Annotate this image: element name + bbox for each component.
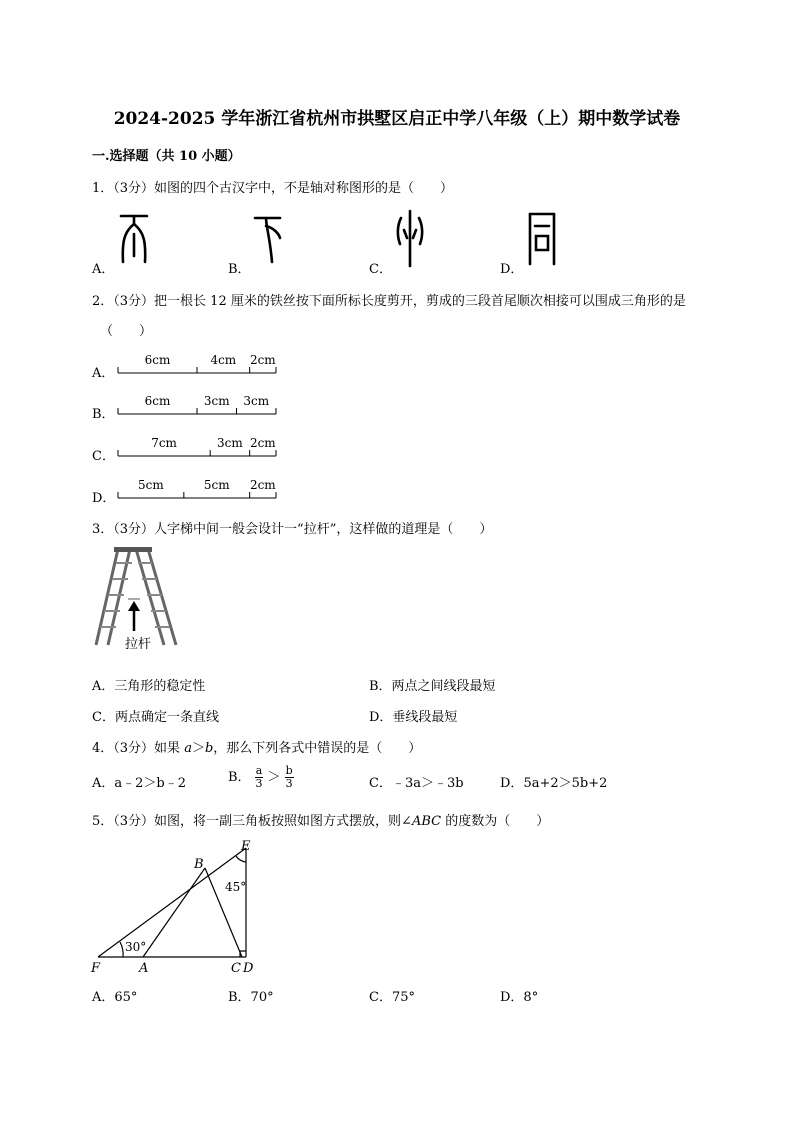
q3-ladder-figure (92, 545, 182, 653)
q5-option-b: B．70° (228, 990, 274, 1005)
q5-triangle-figure (88, 834, 268, 976)
q4-option-d: D．5a+2＞5b+2 (500, 776, 608, 791)
q1-glyph-a (118, 210, 150, 270)
q2-segment-label: 2cm (249, 436, 276, 450)
q4-option-b: B． $\frac{a}{3}$ ＞ $\frac{b}{3}$ (228, 764, 293, 790)
q5-option-d: D．8° (500, 990, 539, 1005)
q3-option-d: D．垂线段最短 (369, 710, 458, 725)
q2-segment-label: 6cm (144, 353, 171, 367)
q3-text: 3．（3分）人字梯中间一般会设计一“拉杆”，这样做的道理是（ ） (92, 522, 493, 537)
q2-segment-label: 5cm (203, 478, 230, 492)
q4-option-c: C．﹣3a＞﹣3b (369, 776, 464, 791)
q3-option-a: A．三角形的稳定性 (92, 679, 206, 694)
q5-label-f: F (91, 961, 101, 976)
q1-glyph-b (252, 212, 284, 270)
q5-label-d: D (243, 961, 254, 976)
q1-glyph-d (525, 210, 559, 270)
q1-option-c-label: C． (369, 262, 392, 277)
q3-option-b: B．两点之间线段最短 (369, 679, 496, 694)
q5-angle-45: 45° (225, 880, 247, 894)
q5-option-a: A．65° (92, 990, 138, 1005)
q5-label-c: C (231, 961, 241, 976)
q2-option-b-label: B． (92, 407, 115, 422)
q2-segment-label: 2cm (249, 478, 276, 492)
q1-option-b-label: B． (228, 262, 251, 277)
q5-label-a: A (139, 961, 149, 976)
q1-option-a-label: A． (92, 262, 115, 277)
q5-label-e: E (241, 839, 251, 854)
q5-label-b: B (194, 857, 204, 872)
q5-text: 5．（3分）如图，将一副三角板按照如图方式摆放，则∠ABC 的度数为（ ） (92, 814, 550, 829)
q2-segment-label: 4cm (210, 353, 237, 367)
q2-text: 2．（3分）把一根长 12 厘米的铁丝按下面所标长度剪开，剪成的三段首尾顺次相接可以围成三角形的是 (92, 294, 686, 309)
section-heading: 一.选择题（共 10 小题） (92, 149, 241, 164)
q2-segment-label: 6cm (144, 394, 171, 408)
q1-text: 1．（3分）如图的四个古汉字中，不是轴对称图形的是（ ） (92, 181, 454, 196)
q2-segment-label: 7cm (151, 436, 177, 450)
q4-text: 4．（3分）如果 a＞b，那么下列各式中错误的是（ ） (92, 741, 422, 756)
q5-angle-30: 30° (125, 940, 147, 954)
q2-option-c-label: C． (92, 449, 115, 464)
q3-option-c: C．两点确定一条直线 (92, 710, 219, 725)
q4-fraction-b: $\frac{b}{3}$ (285, 764, 293, 790)
q1-option-d-label: D． (500, 262, 524, 277)
q3-figure-label: 拉杆 (125, 637, 152, 652)
q2-option-d-label: D． (92, 491, 116, 506)
q2-paren: （ ） (100, 324, 153, 339)
q5-option-c: C．75° (369, 990, 415, 1005)
q4-option-a: A．a﹣2＞b﹣2 (92, 776, 187, 791)
q4-fraction-a: $\frac{a}{3}$ (255, 764, 263, 790)
q2-segment-label: 3cm (217, 436, 243, 450)
q2-segment-label: 3cm (243, 394, 270, 408)
q2-option-a-label: A． (92, 366, 115, 381)
q2-segment-label: 3cm (203, 394, 230, 408)
q2-segment-label: 5cm (138, 478, 164, 492)
page-title: 2024-2025 学年浙江省杭州市拱墅区启正中学八年级（上）期中数学试卷 (113, 109, 681, 129)
q2-segment-label: 2cm (249, 353, 276, 367)
q1-glyph-c (393, 208, 427, 270)
q2-segment-diagrams (110, 346, 290, 506)
